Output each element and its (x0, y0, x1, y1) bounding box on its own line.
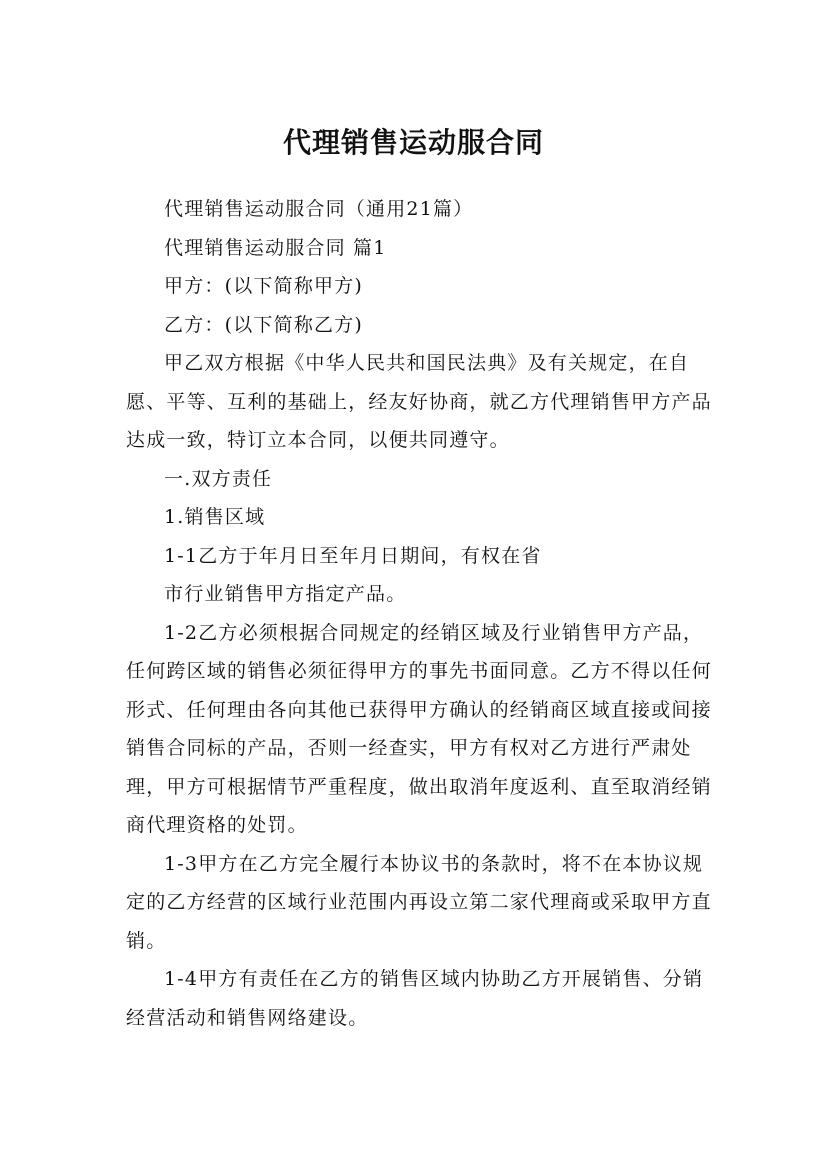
paragraph-subtitle: 代理销售运动服合同（通用21篇） (164, 198, 474, 220)
paragraph-clause-1-2: 1-2乙方必须根据合同规定的经销区域及行业销售甲方产品，任何跨区域的销售必须征得甲方的事先书面同意。乙方不得以任何形式、任何理由各向其他已获得甲方确认的经销商区域直接或间接销售合同标的产品，否则一经查实，甲方有权对乙方进行严肃处理，甲方可根据情节严重程度，做出取消年度返利、直至取消经销商代理资格的处罚。 (126, 621, 712, 836)
paragraph-clause-1-4: 1-4甲方有责任在乙方的销售区域内协助乙方开展销售、分销经营活动和销售网络建设。 (126, 968, 704, 1029)
document-title: 代理销售运动服合同 (282, 125, 544, 159)
paragraph-clause-heading-1-1: 1.销售区域 (164, 506, 266, 528)
paragraph-preamble: 甲乙双方根据《中华人民共和国民法典》及有关规定，在自愿、平等、互利的基础上，经友好协商，就乙方代理销售甲方产品达成一致，特订立本合同，以便共同遵守。 (126, 352, 712, 451)
paragraph-clause-1-3: 1-3甲方在乙方完全履行本协议书的条款时，将不在本协议规定的乙方经营的区域行业范围内再设立第二家代理商或采取甲方直销。 (126, 852, 712, 952)
paragraph-clause-1-1: 1-1乙方于年月日至年月日期间，有权在省 (164, 544, 542, 567)
paragraph-party-a: 甲方：(以下简称甲方) (164, 275, 364, 297)
paragraph-clause-1-1-continued: 市行业销售甲方指定产品。 (164, 583, 407, 605)
paragraph-clause-heading-1: 一.双方责任 (164, 467, 273, 490)
document-body (126, 190, 716, 1037)
paragraph-party-b: 乙方：(以下简称乙方) (164, 313, 364, 336)
paragraph-section-heading: 代理销售运动服合同 篇1 (164, 236, 387, 259)
